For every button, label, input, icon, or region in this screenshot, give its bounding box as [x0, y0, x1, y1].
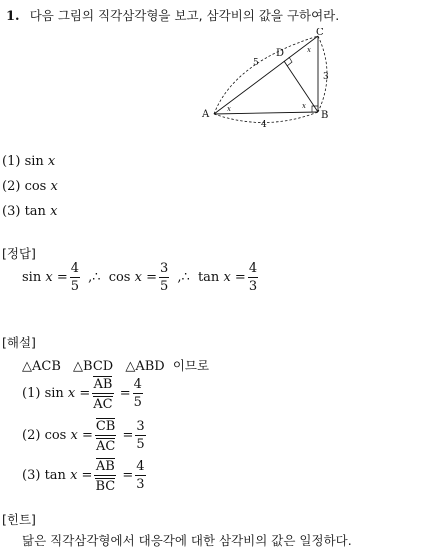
hint-text: 닮은 직각삼각형에서 대응각에 대한 삼각비의 값은 일정하다. — [22, 533, 352, 548]
label-c: C — [316, 28, 324, 38]
similar-suffix: 이므로 — [172, 358, 210, 373]
step-value: $\frac{4}{5}$ — [133, 377, 142, 410]
step-value: $\frac{4}{3}$ — [136, 459, 145, 492]
problem-number: 1. — [6, 9, 20, 24]
answer-fraction: $\frac{4}{3}$ — [248, 261, 258, 294]
answer-fraction: $\frac{3}{5}$ — [159, 261, 169, 294]
solution-step-1: (1) sin x = $\frac{AB}{AC}$ = $\frac{4}{5}$ — [22, 377, 142, 412]
question-fn: sin — [24, 154, 44, 169]
angle-mark-c: x — [307, 46, 311, 54]
altitude-bd — [284, 61, 318, 112]
similar-triangles — [22, 356, 209, 374]
step-value: $\frac{3}{5}$ — [136, 419, 145, 452]
question-var: x — [50, 179, 58, 194]
solution-heading: [해설] — [2, 335, 36, 350]
step-fn: sin — [44, 386, 64, 401]
angle-mark-b: x — [302, 102, 306, 110]
side-label-cd: 5 — [253, 58, 259, 68]
problem-title — [6, 6, 339, 24]
answer-var: x — [223, 270, 231, 285]
question-fn: cos — [24, 179, 47, 194]
answer-separator: ,∴ — [88, 270, 101, 285]
question-number: (3) — [2, 204, 21, 219]
solution-step-2: (2) cos x = $\frac{CB}{AC}$ = $\frac{3}{5}$ — [22, 419, 145, 454]
similar-triangle: △BCD — [73, 359, 114, 374]
answer-var: x — [45, 270, 53, 285]
step-var: x — [70, 428, 78, 443]
question-1 — [2, 154, 55, 169]
step-number: (3) — [22, 468, 41, 483]
question-number: (2) — [2, 179, 21, 194]
question-fn: tan — [24, 204, 46, 219]
label-b: B — [321, 110, 329, 121]
question-number: (1) — [2, 154, 21, 169]
answer-fn: sin — [22, 270, 42, 285]
similar-triangle: △ABD — [125, 359, 165, 374]
question-2 — [2, 179, 58, 194]
segment-ratio: $\frac{AB}{BC}$ — [95, 459, 116, 494]
label-d: D — [276, 48, 285, 59]
answer-fn: cos — [108, 270, 131, 285]
answer-fn: tan — [197, 270, 220, 285]
solution-step-3: (3) tan x = $\frac{AB}{BC}$ = $\frac{4}{3}$ — [22, 459, 145, 494]
label-a: A — [202, 109, 210, 120]
problem-text: 다음 그림의 직각삼각형을 보고, 삼각비의 값을 구하여라. — [29, 8, 340, 23]
triangle-figure — [190, 28, 340, 130]
angle-mark-a: x — [227, 105, 231, 113]
answer-heading: [정답] — [2, 246, 36, 261]
hint-heading: [힌트] — [2, 512, 36, 527]
segment-ratio: $\frac{CB}{AC}$ — [95, 419, 116, 454]
answer-separator: ,∴ — [177, 270, 190, 285]
step-number: (2) — [22, 428, 41, 443]
segment-ratio: $\frac{AB}{AC}$ — [93, 377, 113, 412]
side-label-bc: 3 — [323, 72, 329, 82]
question-3 — [2, 204, 57, 219]
answer-fraction: $\frac{4}{5}$ — [70, 261, 79, 294]
answer-line: sin x = $\frac{4}{5}$ ,∴ cos x = $\frac{3}{5}$ ,∴ tan x = $\frac{4}{3}$ — [22, 261, 258, 294]
answer-var: x — [134, 270, 142, 285]
step-var: x — [70, 468, 78, 483]
step-number: (1) — [22, 386, 41, 401]
step-fn: tan — [44, 468, 66, 483]
similar-triangle: △ACB — [22, 359, 61, 374]
question-var: x — [47, 154, 56, 169]
side-label-ab: 4 — [261, 120, 267, 130]
step-fn: cos — [44, 428, 67, 443]
step-var: x — [67, 386, 76, 401]
question-var: x — [50, 204, 58, 219]
